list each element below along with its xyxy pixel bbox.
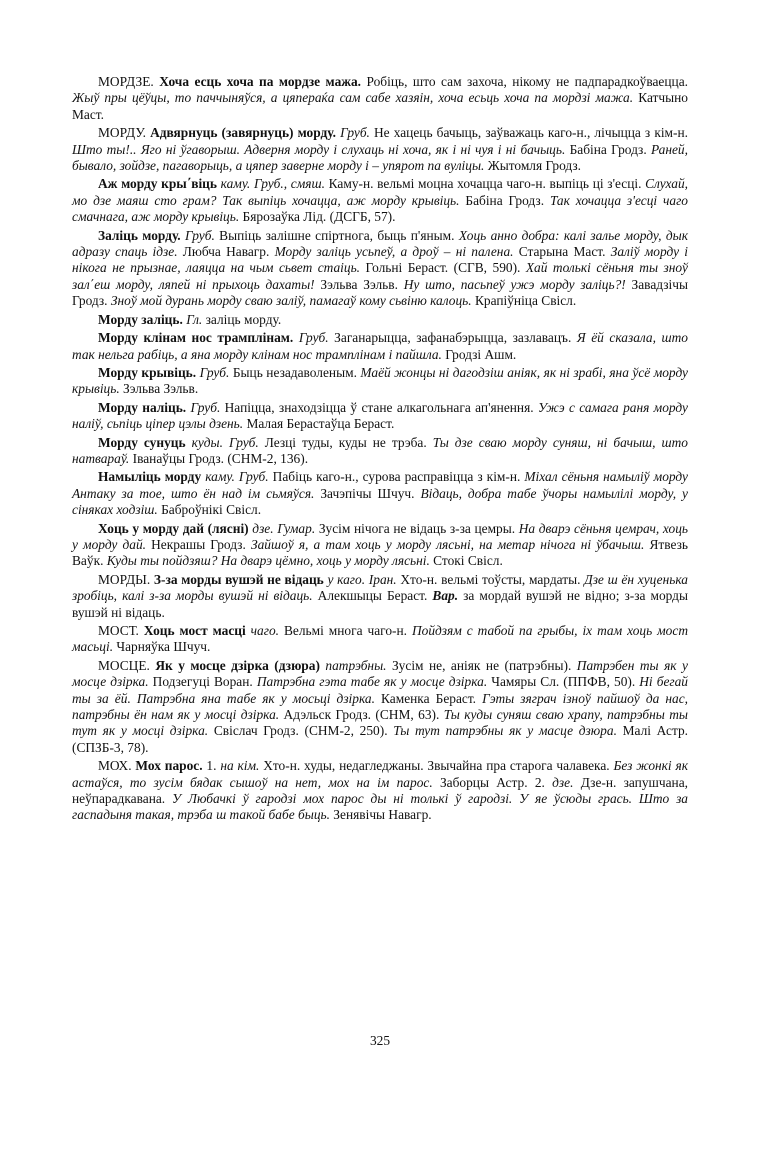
entry-text-segment: Катчыно Маст. <box>72 90 688 122</box>
entry-most <box>72 623 688 656</box>
entry-text-segment: Груб. <box>185 227 215 243</box>
entry-text-segment: Дзе ш ён хуценька зробіць, калі з-за морды вушэй ні відаць. <box>72 571 688 604</box>
entry-text-segment: Жыў пры цёўцы, то паччыняўся, а цяпераќа сам сабе хазяін, хоча есьць хоча па мордзі мажа. <box>72 90 634 106</box>
entry-text-segment: Ужэ с самага раня морду наліў, сьпіць ціпер цэлы дзень. <box>72 399 688 432</box>
entry-text-segment: Свіслач Гродз. (СНМ-2, 250). <box>208 723 394 739</box>
entry-text-segment: Бабіна Гродз. <box>565 141 651 157</box>
entry-text-segment: Алекшыцы Бераст. <box>312 588 433 604</box>
entry-text-segment: Гэты зяграч ізноў пайшоў да нас, патрэбны ён нам як у мосці дзірка. <box>72 690 688 723</box>
dictionary-page <box>72 74 688 826</box>
entry-text-segment: Выпіць залішне спіртнога, быць п'яным. <box>214 227 459 243</box>
entry-text-segment: Зусім не, аніяк не (патрэбны). <box>386 657 577 673</box>
entry-mordu-nalic <box>72 400 688 433</box>
entry-text-segment: МОСТ. <box>98 623 144 638</box>
entry-mordu-sunuc <box>72 435 688 468</box>
entry-text-segment: Заліў морду і нікога не прызнае, лаяцца на чым сьвет стаіць. <box>72 244 689 276</box>
entry-text-segment: Аж морду кры΄віць <box>98 176 217 192</box>
entry-text-segment: Пойдзям с табой па грыбы, іх там хоць мост масьці. <box>72 623 688 655</box>
entry-text-segment: Я ёй сказала, што так нельга рабіць, а яна морду клінам нос трамплінам і пайшла. <box>72 330 688 362</box>
entry-text-segment: Робіць, што сам захоча, нікому не падпарадкоўваецца. <box>361 74 688 89</box>
entry-text-segment: Груб. <box>190 399 221 415</box>
entry-text-segment: МОРДУ. <box>98 125 151 141</box>
entry-text-segment: Раней, бывало, зойдзе, пагаворыць, а цяпер заверне морду і – упярот па вуліцы. <box>72 141 688 174</box>
entry-text-segment: Намыліць морду <box>98 469 202 485</box>
entry-text-segment: МОРДЗЕ. <box>98 74 160 89</box>
entry-text-segment: Морду крывіць. <box>98 364 197 380</box>
entry-text-segment: Каменка Бераст. <box>374 690 483 706</box>
entry-text-segment: Лезці туды, куды не трэба. <box>258 434 433 450</box>
entry-text-segment: каму. Груб. <box>205 469 269 485</box>
entry-text-segment: на кім. <box>220 758 260 774</box>
entry-text-segment: Чамяры Сл. (ППФВ, 50). <box>487 674 640 690</box>
entry-text-segment: Стокі Свісл. <box>429 553 503 569</box>
entry-text-segment: МОСЦЕ. <box>98 657 156 673</box>
entry-text-segment: Зачэпічы Шчуч. <box>314 485 421 501</box>
entry-text-segment: Хоча есць хоча па мордзе мажа. <box>159 74 362 89</box>
entry-text-segment: МОРДЫ. <box>98 571 154 587</box>
entry-azh-mordu <box>72 176 688 225</box>
entry-text-segment: Бабіна Гродз. <box>459 192 550 208</box>
entry-text-segment: Напіцца, знаходзіцца ў стане алкагольнага ап'янення. <box>220 399 538 415</box>
entry-text-segment: каму. Груб., смяш. <box>220 176 325 192</box>
entry-text-segment: Іванаўцы Гродз. (СНМ-2, 136). <box>129 450 309 466</box>
entry-text-segment: заліць морду. <box>202 311 282 327</box>
entry-namylic-mordu <box>72 469 688 518</box>
entry-text-segment: Гл. <box>186 311 203 327</box>
entry-text-segment: Чарняўка Шчуч. <box>113 639 211 655</box>
entry-text-segment: Морду клінам нос трамплінам. <box>98 330 294 346</box>
entry-text-segment: Быць незадаволеным. <box>229 364 361 380</box>
entry-text-segment: Так хочацца з'есці чаго смачнага, аж морду крывіць. <box>72 192 688 225</box>
entry-text-segment: На дварэ сёньня цемрач, хоць у морду дай. <box>72 520 689 552</box>
entry-text-segment: дзе. Гумар. <box>252 520 316 536</box>
entry-text-segment: У Любачкі ў гародзі мох парос ды ні толькі ў гародзі. У яе ўсюды грась. Што за гаспадыня такая, трэба ш такой бабе быць. <box>72 791 688 823</box>
entry-text-segment: Ні бегай ты за ёй. Патрэбна яна табе як у мосьці дзірка. <box>72 674 689 706</box>
entry-mordu-kryvic <box>72 365 688 398</box>
entry-text-segment: Груб. <box>199 364 230 380</box>
entry-text-segment: Ну што, пасьпеў ужэ морду заліць?! <box>403 276 626 292</box>
entry-text-segment: Бярозаўка Лід. (ДСГБ, 57). <box>239 209 396 225</box>
entry-mordze <box>72 74 688 123</box>
entry-text-segment: Вар. <box>432 588 459 604</box>
entry-text-segment: Міхал сёньня намыліў морду Антаку за тое, што ён над ім сьмяўся. <box>72 469 688 501</box>
entry-text-segment: Адвярнуць (завярнуць) морду. <box>150 125 336 141</box>
entry-text-segment: Гродзі Ашм. <box>441 346 517 362</box>
entry-text-segment: Зусім нічога не відаць з-за цемры. <box>315 520 519 536</box>
entry-text-segment: МОХ. <box>98 758 136 774</box>
entry-text-segment: Слухай, мо дзе маяш сто грам? Так выпіць хочацца, аж морду крывіць. <box>72 176 688 208</box>
entry-zalic-mordu <box>72 228 688 310</box>
entry-text-segment: Каму-н. вельмі моцна хочацца чаго-н. выпіць ці з'есці. <box>324 176 646 192</box>
entry-text-segment: Як у мосце дзірка (дзюра) <box>155 657 320 673</box>
entry-text-segment: Малі Астр. (СПЗБ-3, 78). <box>72 723 689 755</box>
entry-mordu <box>72 125 688 174</box>
entry-text-segment: Любча Навагр. <box>177 244 275 260</box>
entry-text-segment: у каго. Іран. <box>327 571 397 587</box>
entry-text-segment: Старына Маст. <box>513 244 611 260</box>
entry-text-segment: Хто-н. вельмі тоўсты, мардаты. <box>396 571 585 587</box>
entry-text-segment: дзе. <box>552 774 574 790</box>
entry-mordy <box>72 572 688 621</box>
entry-text-segment: чаго. <box>250 623 280 638</box>
entry-text-segment: за мордай вушэй не відно; з-за морды вушэй ні відаць. <box>72 588 688 620</box>
entry-text-segment: куды. Груб. <box>191 434 259 450</box>
entry-text-segment: Ятвезь Ваўк. <box>72 536 688 569</box>
entry-text-segment: Морду наліць. <box>98 399 187 415</box>
entry-text-segment: Баброўнікі Свісл. <box>157 502 262 518</box>
entry-text-segment: Маёй жонцы ні дагодзіш аніяк, як ні зрабі, яна ўсё морду крывіць. <box>72 364 688 397</box>
entry-text-segment: Заборцы Астр. 2. <box>432 774 553 790</box>
entry-text-segment: Хоць анно добра: калі залье морду, дык адразу спаць ідзе. <box>72 227 688 260</box>
entry-mosce <box>72 658 688 756</box>
entry-text-segment: Морду заліць. <box>98 311 183 327</box>
entry-hoc-u-mordu <box>72 521 688 570</box>
entry-text-segment: Зэльва Зэльв. <box>119 381 199 397</box>
entry-text-segment: Гольні Бераст. (СГВ, 590). <box>360 260 526 276</box>
entry-text-segment: Што ты!.. Яго ні ўгаворыш. Адверня морду і слухаць ні хоча, як і ні чуя і ні бачыць. <box>72 141 566 157</box>
entry-text-segment: Патрэбна гэта табе як у мосце дзірка. <box>256 674 488 690</box>
entry-text-segment: Мох парос. <box>135 758 203 774</box>
entry-text-segment: Хай толькі сёньня ты зноў зал΄еш морду, ляпей ні прыхоць дахаты! <box>72 260 688 292</box>
entry-text-segment: Некрашы Гродз. <box>146 536 251 552</box>
entry-text-segment: Зэльва Зэльв. <box>314 276 404 292</box>
entry-text-segment: З-за морды вушэй не відаць <box>153 571 324 587</box>
entry-text-segment: Морду сунуць <box>98 434 186 450</box>
entry-text-segment: Не хацець бачыць, заўважаць каго-н., лічыцца з кім-н. <box>369 125 688 141</box>
entry-text-segment: Куды ты пойдзяш? На дварэ цёмно, хоць у морду лясьні. <box>106 553 430 569</box>
entry-text-segment: патрэбны. <box>325 657 387 673</box>
entry-text-segment: Хоць у морду дай (лясні) <box>98 520 249 536</box>
entry-text-segment: Відаць, добра табе ўчоры намылілі морду, у сіняках ходзіш. <box>72 485 688 518</box>
entry-mordu-zalic <box>72 312 688 328</box>
entry-text-segment: Пабіць каго-н., сурова расправіцца з кім-н. <box>268 469 525 485</box>
entry-moh <box>72 758 688 824</box>
entry-text-segment: Хто-н. худы, недагледжаны. Звычайна пра старога чалавека. <box>259 758 614 774</box>
entry-text-segment: 1. <box>202 758 221 774</box>
entry-text-segment: Ты тут патрэбны як у масце дзюра. <box>393 723 617 739</box>
entry-text-segment: Морду заліць усьпеў, а дроў – ні палена. <box>274 244 514 260</box>
entry-text-segment: Вельмі многа чаго-н. <box>279 623 412 638</box>
entry-text-segment: Заганарыцца, зафанабэрыцца, зазлавацъ. <box>328 330 577 346</box>
entry-text-segment: Ты дзе сваю морду суняш, ні бачыш, што натвараў. <box>72 434 688 466</box>
entry-text-segment: Зайшоў я, а там хоць у морду лясьні, на метар нічога ні ўбачыш. <box>250 536 645 552</box>
entry-text-segment: Зноў мой дурань морду сваю заліў, памагаў кому сьвіню калоць. <box>110 293 472 309</box>
entry-text-segment: Заліць морду. <box>98 227 181 243</box>
entry-mordu-klinam <box>72 330 688 363</box>
entry-text-segment: Подзегуці Воран. <box>148 674 257 690</box>
page-number: 325 <box>369 1033 391 1048</box>
entry-text-segment: Малая Берастаўца Бераст. <box>243 416 395 432</box>
entry-text-segment: Зенявічы Навагр. <box>329 807 432 823</box>
entry-text-segment: Дзе-н. запушчана, неўпарадкавана. <box>72 774 688 807</box>
entry-text-segment: Без жонкі як астаўся, то зусім бядак сышоў на нет, мох на ім парос. <box>72 758 688 790</box>
entry-text-segment: Адэльск Гродз. (СНМ, 63). <box>279 707 444 723</box>
entry-text-segment: Завадзічы Гродз. <box>72 276 688 309</box>
entry-text-segment: Груб. <box>340 125 370 141</box>
entry-text-segment: Жытомля Гродз. <box>484 158 582 174</box>
entry-text-segment: Крапіўніца Свісл. <box>471 293 577 309</box>
entry-text-segment: Груб. <box>298 330 329 346</box>
entry-text-segment: Ты куды суняш сваю храпу, патрэбны ты тут як у мосці дзірка. <box>72 707 688 739</box>
entry-text-segment: Патрэбен ты як у мосце дзірка. <box>72 657 688 690</box>
entry-text-segment: Хоць мост масці <box>143 623 246 638</box>
